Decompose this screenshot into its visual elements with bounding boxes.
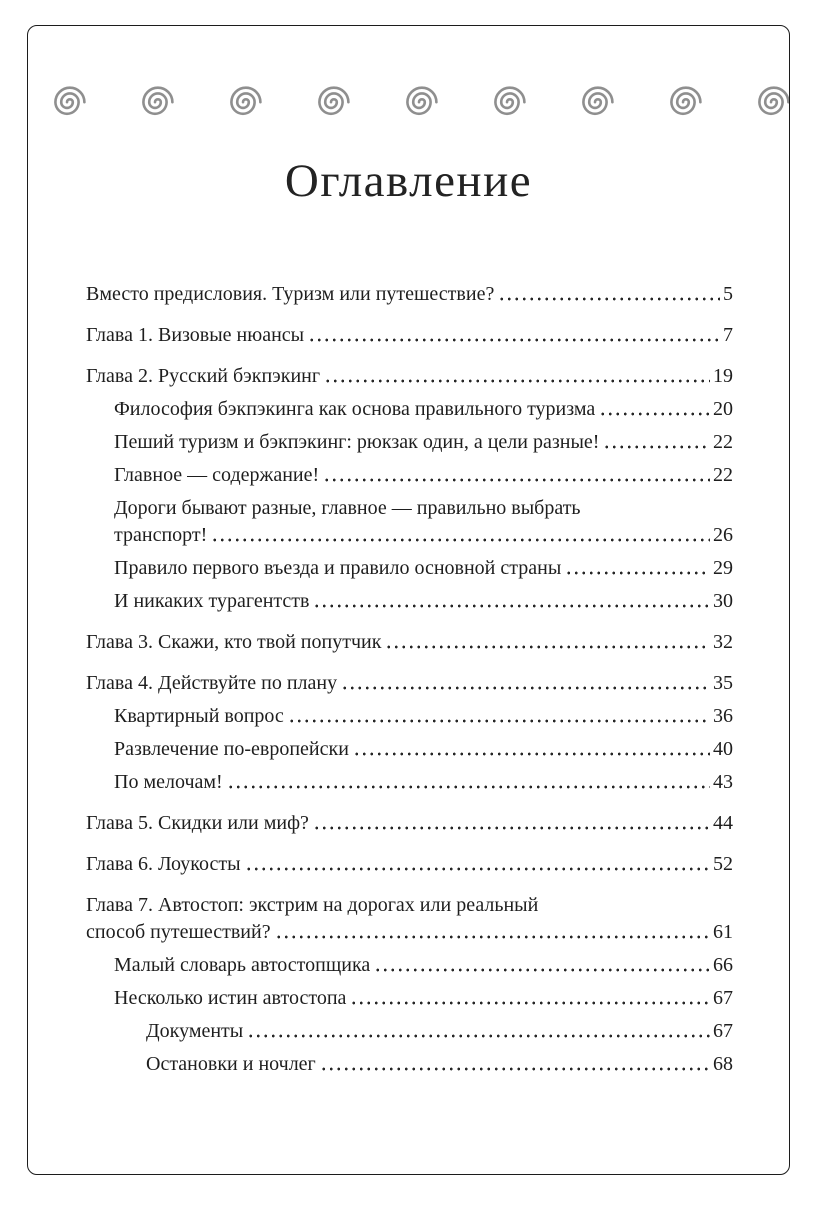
dot-leader	[324, 364, 710, 388]
toc-entry	[86, 1052, 733, 1076]
toc-entry-label: Правило первого въезда и правило основной страны	[114, 557, 562, 580]
toc-entry-page-number: 22	[713, 431, 733, 454]
toc-entry	[86, 704, 733, 728]
dot-leader	[498, 282, 720, 306]
toc-entry-page-number: 26	[713, 524, 733, 547]
toc-entry-label: способ путешествий?	[86, 921, 271, 944]
toc-entry-page-number: 20	[713, 398, 733, 421]
toc-entry	[86, 1019, 733, 1043]
toc-entry	[86, 430, 733, 454]
spiral-ornament-icon	[126, 72, 184, 130]
toc-entry-page-number: 66	[713, 954, 733, 977]
dot-leader	[313, 589, 710, 613]
toc-entry-label: Квартирный вопрос	[114, 705, 284, 728]
dot-leader	[288, 704, 710, 728]
toc-entry-page-number: 32	[713, 631, 733, 654]
dot-leader	[245, 852, 710, 876]
toc-entry	[86, 282, 733, 306]
toc-entry-page-number: 29	[713, 557, 733, 580]
toc-entry-label: Малый словарь автостопщика	[114, 954, 371, 977]
toc-entry-label: Остановки и ночлег	[146, 1053, 316, 1076]
toc-entry	[86, 737, 733, 761]
toc-entry	[86, 397, 733, 421]
toc-entry-label: Глава 3. Скажи, кто твой попутчик	[86, 631, 382, 654]
toc-entry-page-number: 43	[713, 771, 733, 794]
toc-entry-label: Развлечение по-европейски	[114, 738, 349, 761]
dot-leader	[565, 556, 710, 580]
toc-entry	[86, 953, 733, 977]
toc-entry	[86, 589, 733, 613]
toc-entry-label: Философия бэкпэкинга как основа правильного туризма	[114, 398, 596, 421]
dot-leader	[599, 397, 710, 421]
spiral-ornament-icon	[390, 72, 448, 130]
spiral-ornament-icon	[654, 72, 712, 130]
toc-list	[28, 282, 789, 1076]
toc-entry-label: Пеший туризм и бэкпэкинг: рюкзак один, а цели разные!	[114, 431, 600, 454]
spiral-ornament-icon	[478, 72, 536, 130]
page-border-frame	[27, 25, 790, 1175]
dot-leader	[374, 953, 710, 977]
spiral-ornament-icon	[214, 72, 272, 130]
toc-entry-label: Глава 6. Лоукосты	[86, 853, 241, 876]
dot-leader	[353, 737, 710, 761]
toc-entry-label: Документы	[146, 1020, 244, 1043]
toc-entry-label: Главное — содержание!	[114, 464, 320, 487]
toc-entry	[86, 852, 733, 876]
toc-entry	[86, 671, 733, 695]
toc-entry	[86, 463, 733, 487]
toc-entry-page-number: 36	[713, 705, 733, 728]
toc-entry	[86, 323, 733, 347]
toc-entry	[86, 496, 733, 547]
toc-entry-label: И никаких турагентств	[114, 590, 310, 613]
toc-entry-page-number: 7	[723, 324, 733, 347]
dot-leader	[313, 811, 710, 835]
toc-entry-label: Глава 2. Русский бэкпэкинг	[86, 365, 321, 388]
toc-entry-page-number: 40	[713, 738, 733, 761]
dot-leader	[385, 630, 710, 654]
ornament-row	[28, 72, 789, 130]
toc-entry-page-number: 44	[713, 812, 733, 835]
toc-entry-page-number: 67	[713, 1020, 733, 1043]
toc-entry-page-number: 30	[713, 590, 733, 613]
page-title: Оглавление	[284, 155, 533, 207]
toc-entry-label: Вместо предисловия. Туризм или путешествие?	[86, 283, 495, 306]
toc-entry-page-number: 35	[713, 672, 733, 695]
toc-entry-text-line1: Дороги бывают разные, главное — правильно выбрать	[114, 497, 581, 520]
dot-leader	[308, 323, 720, 347]
toc-entry-page-number: 19	[713, 365, 733, 388]
spiral-ornament-icon	[742, 72, 789, 130]
spiral-ornament-icon	[566, 72, 624, 130]
toc-entry-label: Несколько истин автостопа	[114, 987, 347, 1010]
toc-entry-page-number: 67	[713, 987, 733, 1010]
dot-leader	[341, 671, 710, 695]
toc-entry-page-number: 22	[713, 464, 733, 487]
toc-entry-label: транспорт!	[114, 524, 208, 547]
toc-entry-label: По мелочам!	[114, 771, 223, 794]
toc-entry-page-number: 5	[723, 283, 733, 306]
toc-entry-label: Глава 5. Скидки или миф?	[86, 812, 309, 835]
dot-leader	[227, 770, 710, 794]
dot-leader	[211, 523, 710, 547]
toc-entry-page-number: 52	[713, 853, 733, 876]
toc-entry-text-line1: Глава 7. Автостоп: экстрим на дорогах или реальный	[86, 894, 539, 917]
toc-entry	[86, 556, 733, 580]
dot-leader	[603, 430, 710, 454]
toc-entry	[86, 630, 733, 654]
dot-leader	[350, 986, 710, 1010]
spiral-ornament-icon	[38, 72, 96, 130]
dot-leader	[247, 1019, 710, 1043]
toc-entry	[86, 364, 733, 388]
toc-entry	[86, 986, 733, 1010]
dot-leader	[320, 1052, 710, 1076]
toc-entry-page-number: 61	[713, 921, 733, 944]
toc-entry	[86, 770, 733, 794]
toc-entry	[86, 811, 733, 835]
toc-entry-label: Глава 4. Действуйте по плану	[86, 672, 338, 695]
spiral-ornament-icon	[302, 72, 360, 130]
toc-entry-page-number: 68	[713, 1053, 733, 1076]
toc-entry-label: Глава 1. Визовые нюансы	[86, 324, 305, 347]
dot-leader	[275, 920, 710, 944]
toc-entry	[86, 893, 733, 944]
dot-leader	[323, 463, 710, 487]
